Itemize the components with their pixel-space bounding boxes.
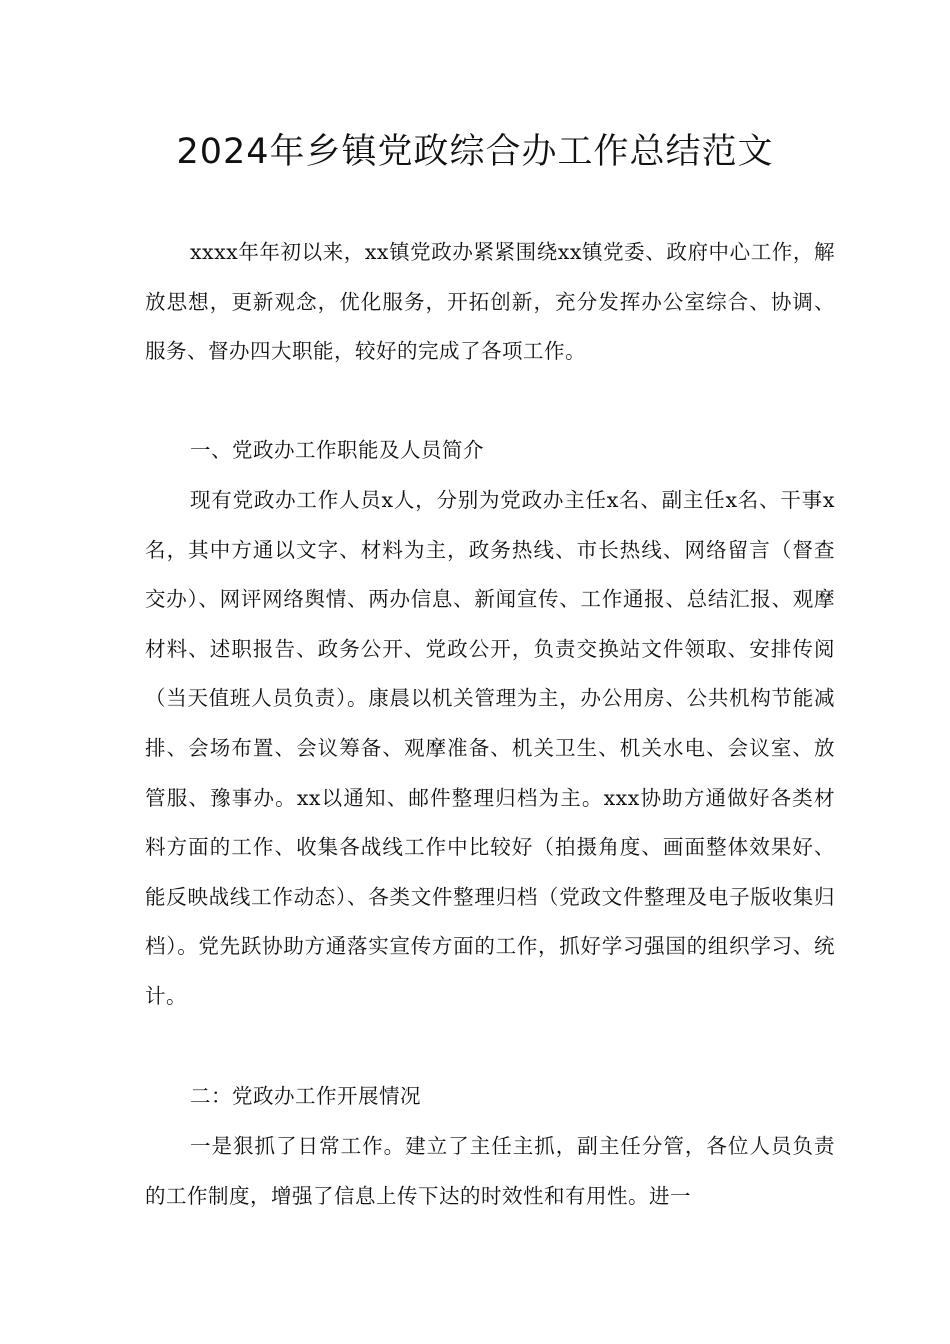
section-one-heading-block — [145, 426, 835, 476]
document-title: 2024年乡镇党政综合办工作总结范文 — [176, 132, 774, 172]
section-two-heading-block — [145, 1072, 835, 1122]
section-one-heading: 一、党政办工作职能及人员简介 — [190, 438, 484, 462]
section-two-heading: 二：党政办工作开展情况 — [190, 1084, 421, 1108]
section-one-paragraph-block — [145, 476, 835, 1022]
intro-paragraph: xxxx年年初以来，xx镇党政办紧紧围绕xx镇党委、政府中心工作，解放思想，更新观念，优化服务，开拓创新，充分发挥办公室综合、协调、服务、督办四大职能，较好的完成了各项工作。 — [145, 240, 835, 364]
section-one-paragraph: 现有党政办工作人员x人，分别为党政办主任x名、副主任x名、干事x名，其中方通以文字、材料为主，政务热线、市长热线、网络留言（督查交办）、网评网络舆情、两办信息、新闻宣传、工作通报、总结汇报、观摩材料、述职报告、政务公开、党政公开，负责交换站文件领取、安排传阅（当天值班人员负责）。康晨以机关管理为主，办公用房、公共机构节能减排、会场布置、会议筹备、观摩准备、机关卫生、机关水电、会议室、放管服、豫事办。xx以通知、邮件整理归档为主。xxx协助方通做好各类材料方面的工作、收集各战线工作中比较好（拍摄角度、画面整体效果好、能反映战线工作动态）、各类文件整理归档（党政文件整理及电子版收集归档）。党先跃协助方通落实宣传方面的工作，抓好学习强国的组织学习、统计。 — [145, 488, 835, 1008]
intro-paragraph-block — [145, 228, 835, 377]
section-two-paragraph-block — [145, 1122, 835, 1221]
section-two-paragraph: 一是狠抓了日常工作。建立了主任主抓，副主任分管，各位人员负责的工作制度，增强了信息上传下达的时效性和有用性。进一 — [145, 1134, 835, 1208]
